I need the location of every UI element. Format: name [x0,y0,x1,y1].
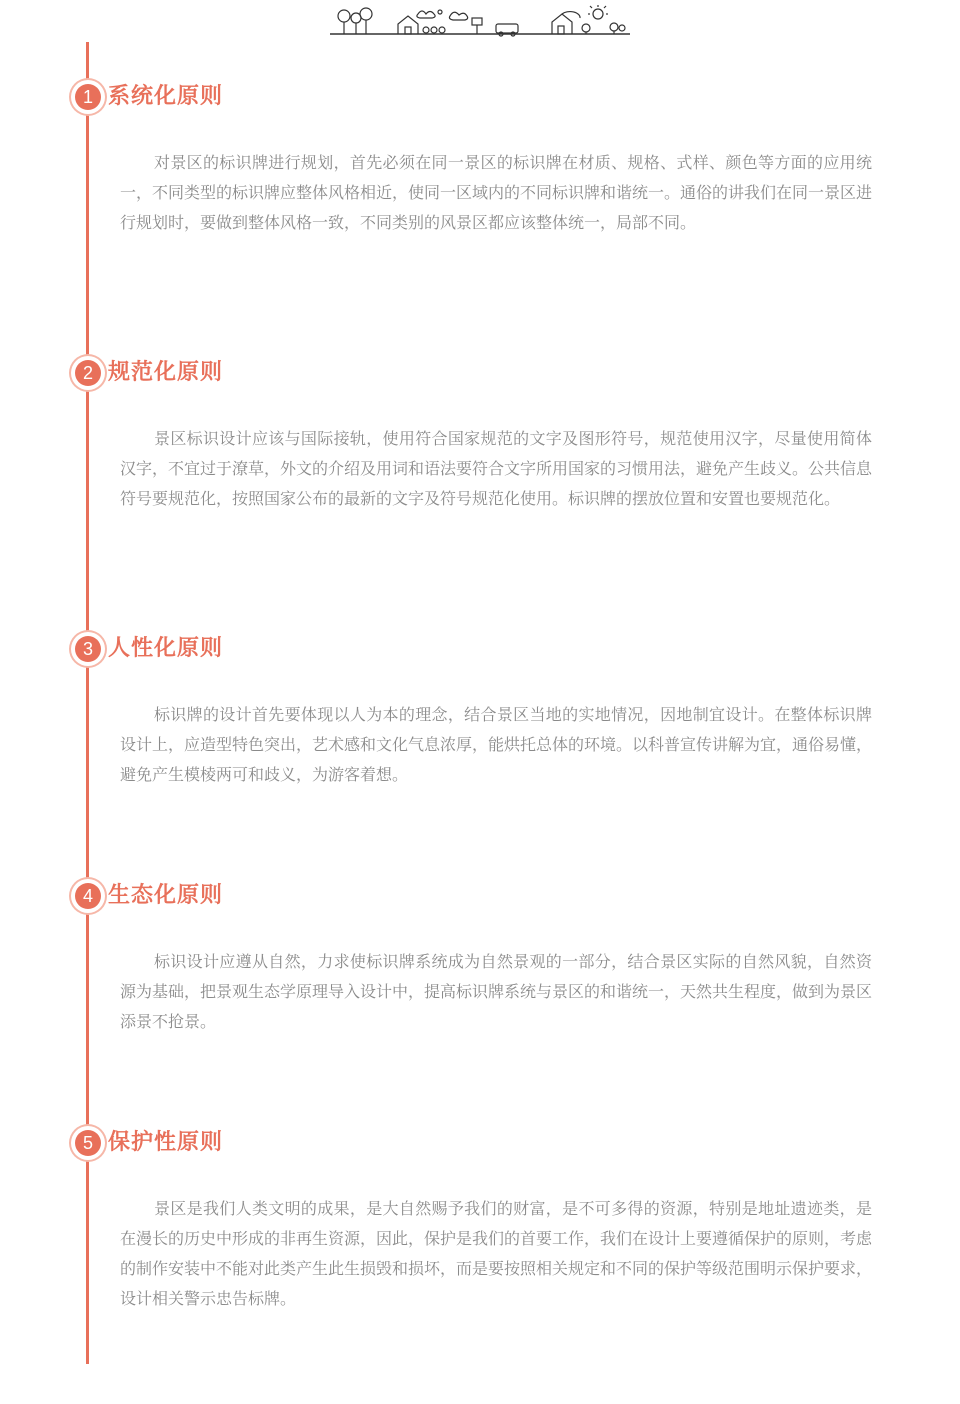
section-number: 2 [75,360,101,386]
section-title: 生态化原则 [108,883,224,908]
section-number-badge [71,879,105,913]
section-number-badge [71,1126,105,1160]
section-title: 系统化原则 [108,84,224,109]
landscape-doodle-icon [330,4,630,38]
section-title: 保护性原则 [108,1130,224,1155]
section-number: 3 [75,636,101,662]
section-number: 5 [75,1130,101,1156]
section-body: 景区是我们人类文明的成果，是大自然赐予我们的财富，是不可多得的资源，特别是地址遗迹类，是在漫长的历史中形成的非再生资源，因此，保护是我们的首要工作，我们在设计上要遵循保护的原则，考虑的制作安装中不能对此类产生此生损毁和损坏，而是要按照相关规定和不同的保护等级范围明示保护要求，设计相关警示忠告标牌。 [120,1199,873,1308]
section-number: 1 [75,84,101,110]
timeline-line [86,42,89,1364]
section-body: 标识设计应遵从自然，力求使标识牌系统成为自然景观的一部分，结合景区实际的自然风貌，自然资源为基础，把景观生态学原理导入设计中，提高标识牌系统与景区的和谐统一，天然共生程度，做到为景区添景不抢景。 [120,952,873,1031]
section-body: 景区标识设计应该与国际接轨，使用符合国家规范的文字及图形符号，规范使用汉字，尽量使用简体汉字，不宜过于潦草，外文的介绍及用词和语法要符合文字所用国家的习惯用法，避免产生歧义。公共信息符号要规范化，按照国家公布的最新的文字及符号规范化使用。标识牌的摆放位置和安置也要规范化。 [120,429,873,508]
section-title: 人性化原则 [108,636,224,661]
section-title: 规范化原则 [108,360,224,385]
section-body: 对景区的标识牌进行规划，首先必须在同一景区的标识牌在材质、规格、式样、颜色等方面的应用统一，不同类型的标识牌应整体风格相近，使同一区域内的不同标识牌和谐统一。通俗的讲我们在同一景区进行规划时，要做到整体风格一致，不同类别的风景区都应该整体统一，局部不同。 [120,153,873,232]
section-number: 4 [75,883,101,909]
section-number-badge [71,80,105,114]
section-number-badge [71,632,105,666]
section-body: 标识牌的设计首先要体现以人为本的理念，结合景区当地的实地情况，因地制宜设计。在整体标识牌设计上，应造型特色突出，艺术感和文化气息浓厚，能烘托总体的环境。以科普宣传讲解为宜，通俗易懂，避免产生模棱两可和歧义，为游客着想。 [120,705,873,784]
section-number-badge [71,356,105,390]
